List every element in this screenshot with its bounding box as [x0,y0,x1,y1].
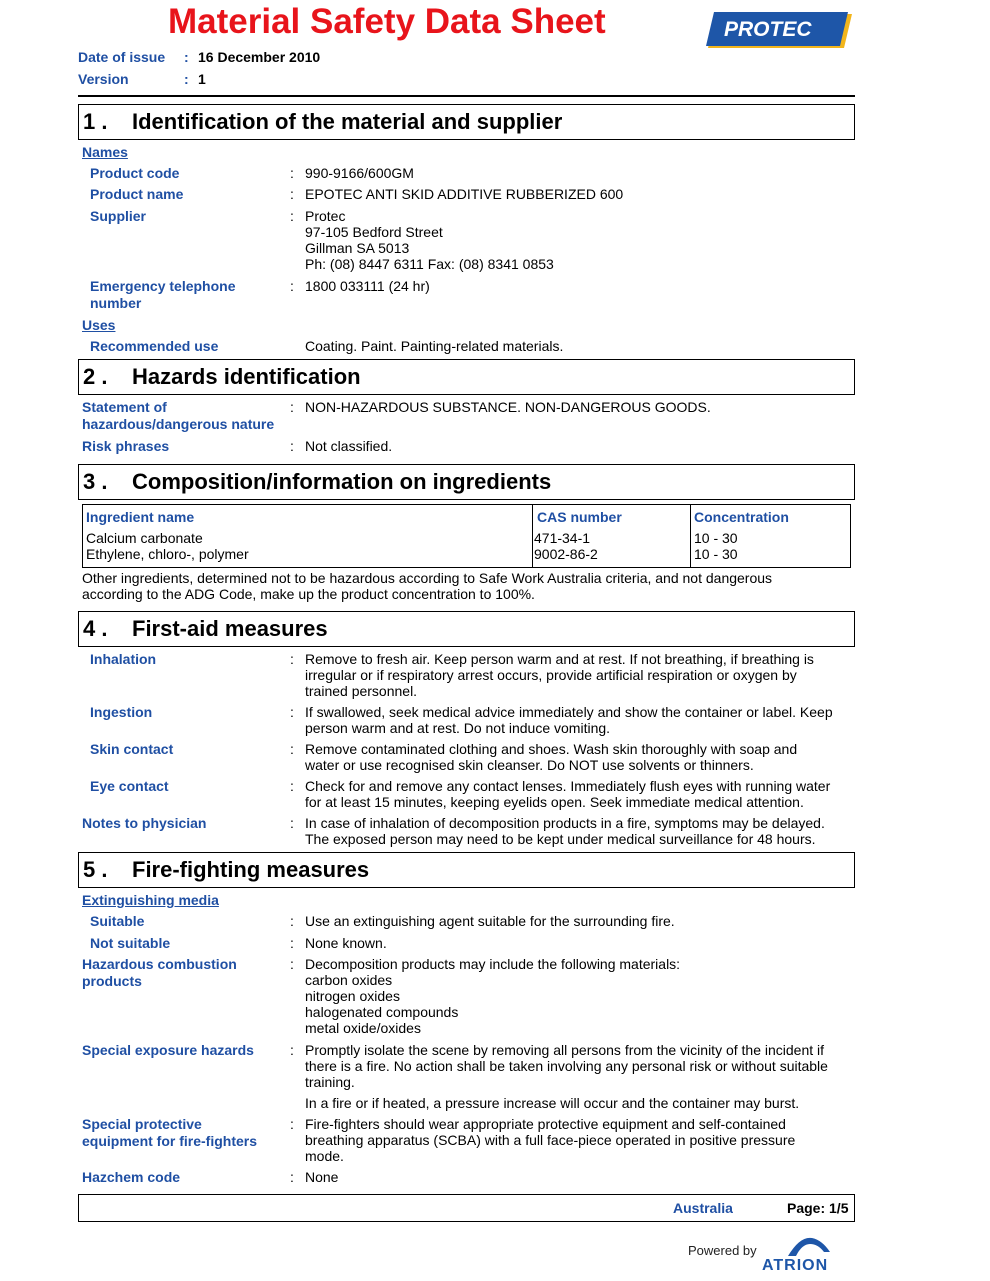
powered-by-label: Powered by [688,1243,757,1258]
text-line: carbon oxides [305,972,393,988]
colon: : [290,1169,294,1185]
ingredients-note [82,570,852,602]
text-line: Remove to fresh air. Keep person warm and at rest. If not breathing, if breathing is [305,651,814,667]
product-name-value: EPOTEC ANTI SKID ADDITIVE RUBBERIZED 600 [305,186,624,202]
not-suitable-label: Not suitable [90,935,171,951]
hazchem-value: None [305,1169,339,1185]
colon: : [290,956,294,972]
notes-to-physician-value [305,815,855,847]
section-3-header [78,464,855,500]
risk-phrases-label: Risk phrases [82,438,170,454]
section-number: 2 . [83,364,108,389]
section-number: 1 . [83,109,108,134]
skin-contact-label: Skin contact [90,741,174,757]
statement-label-line: Statement of [82,399,167,415]
table-cell: 9002-86-2 [534,546,598,562]
section-number: 4 . [83,616,108,641]
label-line: products [82,973,142,989]
section-title: First-aid measures [132,616,328,641]
colon: : [290,1042,294,1058]
version-label: Version [78,71,129,87]
text-line: Decomposition products may include the following materials: [305,956,681,972]
section-4-header [78,611,855,647]
note-line: Other ingredients, determined not to be hazardous according to Safe Work Australia criteria, and not dangerous [82,570,773,586]
text-line: trained personnel. [305,683,418,699]
version-colon: : [184,71,189,87]
emergency-label [90,278,236,312]
hazardous-combustion-value [305,956,855,1036]
supplier-label: Supplier [90,208,147,224]
names-heading: Names [82,144,128,160]
special-protective-value [305,1116,855,1164]
footer-country: Australia [673,1200,733,1216]
text-line: for at least 15 minutes, keeping eyelids open. Seek immediate medical attention. [305,794,804,810]
recommended-use-value: Coating. Paint. Painting-related materials. [305,338,564,354]
notes-to-physician-label: Notes to physician [82,815,207,831]
text-line: halogenated compounds [305,1004,459,1020]
label-line: Hazardous combustion [82,956,237,972]
colon: : [290,815,294,831]
product-code-label: Product code [90,165,180,181]
text-line: Remove contaminated clothing and shoes. Wash skin thoroughly with soap and [305,741,798,757]
column-header-cas: CAS number [537,509,622,525]
colon: : [290,208,294,224]
table-cell: 471-34-1 [534,530,591,546]
colon: : [290,651,294,667]
section-title: Identification of the material and supplier [132,109,563,134]
column-header-ingredient: Ingredient name [86,509,195,525]
recommended-use-label: Recommended use [90,338,219,354]
section-2-header [78,359,855,395]
eye-contact-label: Eye contact [90,778,169,794]
header-rule [78,95,855,97]
label-line: equipment for fire-fighters [82,1133,258,1149]
colon: : [290,165,294,181]
ingestion-value [305,704,855,736]
table-cell: Calcium carbonate [86,530,203,546]
text-line: If swallowed, seek medical advice immediately and show the container or label. Keep [305,704,833,720]
colon: : [290,778,294,794]
colon: : [290,438,294,454]
text-line: metal oxide/oxides [305,1020,421,1036]
colon: : [290,399,294,415]
special-exposure-value [305,1042,855,1090]
colon: : [290,278,294,294]
date-value: 16 December 2010 [198,49,321,65]
date-label: Date of issue [78,49,166,65]
text-line: breathing apparatus (SCBA) with a full face-piece operated in positive pressure [305,1132,796,1148]
supplier-line: Gillman SA 5013 [305,240,410,256]
table-cell: 10 - 30 [694,530,738,546]
section-title: Fire-fighting measures [132,857,370,882]
column-header-concentration: Concentration [694,509,789,525]
text-line: nitrogen oxides [305,988,400,1004]
text-line: Check for and remove any contact lenses. Immediately flush eyes with running water [305,778,831,794]
colon: : [290,935,294,951]
hazchem-label: Hazchem code [82,1169,181,1185]
suitable-value: Use an extinguishing agent suitable for the surrounding fire. [305,913,675,929]
text-line: mode. [305,1148,344,1164]
footer-page-number: Page: 1/5 [787,1200,849,1216]
special-exposure-extra: In a fire or if heated, a pressure increase will occur and the container may burst. [305,1095,800,1111]
special-protective-label [82,1116,257,1150]
atrion-logo [760,1232,856,1274]
statement-value: NON-HAZARDOUS SUBSTANCE. NON-DANGEROUS GOODS. [305,399,711,415]
section-1-header [78,104,855,140]
table-cell: 10 - 30 [694,546,738,562]
text-line: Fire-fighters should wear appropriate protective equipment and self-contained [305,1116,786,1132]
table-cell: Ethylene, chloro-, polymer [86,546,249,562]
section-number: 3 . [83,469,108,494]
colon: : [290,704,294,720]
text-line: person warm and at rest. Do not induce vomiting. [305,720,611,736]
text-line: water or use recognised skin cleanser. Do NOT use solvents or thinners. [305,757,754,773]
table-divider [532,505,533,567]
text-line: The exposed person may need to be kept under medical surveillance for 48 hours. [305,831,816,847]
label-line: Special protective [82,1116,202,1132]
skin-contact-value [305,741,855,773]
eye-contact-value [305,778,855,810]
section-5-header [78,852,855,888]
product-code-value: 990-9166/600GM [305,165,414,181]
section-number: 5 . [83,857,108,882]
extinguishing-media-heading: Extinguishing media [82,892,219,908]
text-line: training. [305,1074,355,1090]
statement-label [82,399,274,433]
text-line: there is a fire. No action shall be taken involving any personal risk or without suitable [305,1058,828,1074]
ingestion-label: Ingestion [90,704,153,720]
suitable-label: Suitable [90,913,145,929]
page-footer [78,1194,855,1222]
table-divider [690,505,691,567]
text-line: In case of inhalation of decomposition products in a fire, symptoms may be delayed. [305,815,825,831]
colon: : [290,186,294,202]
colon: : [290,1116,294,1132]
emergency-label-line: Emergency telephone [90,278,236,294]
document-title: Material Safety Data Sheet [168,2,606,41]
logo-text: PROTEC [724,18,812,41]
version-value: 1 [198,71,206,87]
colon: : [290,741,294,757]
product-name-label: Product name [90,186,184,202]
emergency-value: 1800 033111 (24 hr) [305,278,430,294]
text-line: Promptly isolate the scene by removing all persons from the vicinity of the incident if [305,1042,825,1058]
inhalation-label: Inhalation [90,651,157,667]
supplier-value [305,208,855,272]
section-title: Composition/information on ingredients [132,469,552,494]
emergency-label-line: number [90,295,142,311]
hazardous-combustion-label [82,956,237,990]
not-suitable-value: None known. [305,935,387,951]
risk-phrases-value: Not classified. [305,438,393,454]
text-line: irregular or if respiratory arrest occurs, provide artificial respiration or oxygen by [305,667,797,683]
date-colon: : [184,49,189,65]
inhalation-value [305,651,855,699]
special-exposure-label: Special exposure hazards [82,1042,254,1058]
colon: : [290,913,294,929]
protec-logo [706,10,854,52]
atrion-logo-text: ATRION [762,1257,829,1274]
uses-heading: Uses [82,317,116,333]
note-line: according to the ADG Code, make up the product concentration to 100%. [82,586,535,602]
statement-label-line: hazardous/dangerous nature [82,416,275,432]
supplier-line: Protec [305,208,346,224]
supplier-line: 97-105 Bedford Street [305,224,443,240]
section-title: Hazards identification [132,364,361,389]
supplier-line: Ph: (08) 8447 6311 Fax: (08) 8341 0853 [305,256,554,272]
